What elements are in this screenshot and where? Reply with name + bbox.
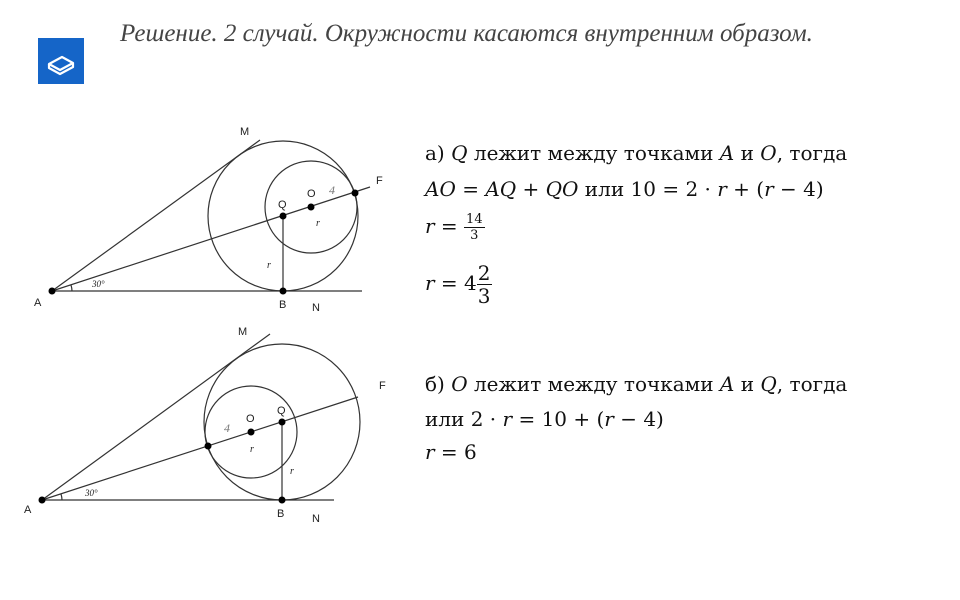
point-o: [308, 204, 315, 211]
label-n: N: [312, 302, 320, 314]
label-a: A: [34, 297, 42, 309]
point-b: [280, 288, 287, 295]
point-q: [280, 213, 287, 220]
case-a-equation-1: AO = AQ + QO или 10 = 2 · r + (r − 4): [425, 177, 824, 201]
segment-label: 4: [329, 183, 335, 197]
big-radius-label: r: [290, 466, 294, 477]
big-radius-label: r: [267, 260, 271, 271]
point-tangency: [205, 443, 212, 450]
label-o: O: [307, 188, 316, 200]
label-q: Q: [277, 405, 286, 417]
point-q: [279, 419, 286, 426]
label-m: M: [238, 326, 248, 338]
angle-arc: [71, 285, 72, 291]
case-b-equation-2: r = 6: [425, 440, 477, 464]
label-a: A: [24, 504, 32, 516]
diagram-case-a: [52, 140, 370, 291]
angle-arc: [61, 494, 62, 500]
point-tangency: [352, 190, 359, 197]
label-q: Q: [278, 199, 287, 211]
label-n: N: [312, 513, 320, 525]
fraction: $\frac{14}{3}$: [466, 212, 483, 243]
diagram-case-b: [42, 334, 360, 500]
case-b-statement: б) O лежит между точками A и Q, тогда: [425, 372, 848, 396]
case-b-equation-1: или 2 · r = 10 + (r − 4): [425, 407, 664, 431]
label-f: F: [379, 380, 386, 392]
line-af: [42, 397, 358, 500]
point-a: [49, 288, 56, 295]
label-b: B: [279, 299, 287, 311]
angle-label: 30°: [85, 488, 98, 498]
slide-title: Решение. 2 случай. Окружности касаются внутренним образом.: [120, 20, 813, 47]
point-b: [279, 497, 286, 504]
small-radius-label: r: [250, 444, 254, 455]
label-m: M: [240, 126, 250, 138]
point-a: [39, 497, 46, 504]
label-b: B: [277, 508, 285, 520]
case-a-equation-3: r = 4 $\frac{2}{3}$: [425, 261, 491, 308]
label-o: O: [246, 413, 255, 425]
label-f: F: [376, 175, 383, 187]
point-o: [248, 429, 255, 436]
case-a-statement: а) Q лежит между точками A и O, тогда: [425, 141, 848, 165]
mixed-fraction: $\frac{2}{3}$: [477, 261, 491, 308]
segment-label: 4: [224, 421, 230, 435]
case-a-equation-2: r = $\frac{14}{3}$: [425, 212, 483, 243]
small-radius-label: r: [316, 218, 320, 229]
angle-label: 30°: [92, 279, 105, 289]
